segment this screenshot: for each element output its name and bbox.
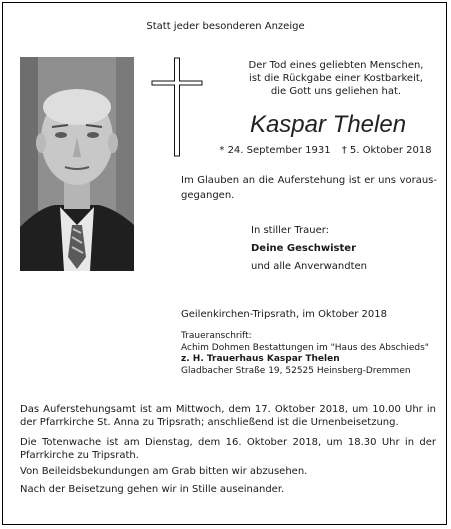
portrait-photo <box>20 57 134 271</box>
condolence-note: Von Beileidsbekundungen am Grab bitten wir abzusehen. <box>20 466 308 477</box>
quote-line: Der Tod eines geliebten Menschen, <box>248 60 424 71</box>
death-date: † 5. Oktober 2018 <box>341 145 432 156</box>
address-label: Traueranschrift: <box>181 331 252 341</box>
quote-line: die Gott uns geliehen hat. <box>270 86 402 97</box>
service-info-paragraph: Das Auferstehungsamt ist am Mittwoch, dem 17. Oktober 2018, um 10.00 Uhr in der Pfarrkirche St. Anna zu Tripsrath; anschließend ist die Urnenbeisetzung. <box>20 404 436 428</box>
mourning-family: Deine Geschwister <box>251 243 356 254</box>
belief-statement: Im Glauben an die Auferstehung ist er uns vorausgegangen. <box>181 175 437 201</box>
place-date: Geilenkirchen-Tripsrath, im Oktober 2018 <box>181 309 388 320</box>
mourning-others: und alle Anverwandten <box>251 261 367 272</box>
header-note: Statt jeder besonderen Anzeige <box>146 21 305 32</box>
address-line-3: Gladbacher Straße 19, 52525 Heinsberg-Dremmen <box>181 365 411 376</box>
closing-note: Nach der Beisetzung gehen wir in Stille auseinander. <box>20 484 285 495</box>
life-dates <box>203 145 448 156</box>
portrait-illustration <box>20 57 134 271</box>
vigil-info-paragraph: Die Totenwache ist am Dienstag, dem 16. Oktober 2018, um 18.30 Uhr in der Pfarrkirche zu Tripsrath. <box>20 437 436 461</box>
mourning-address <box>181 331 429 377</box>
quote-line: ist die Rückgabe einer Kostbarkeit, <box>249 73 423 84</box>
cross-icon <box>151 57 203 157</box>
address-line-2: z. H. Trauerhaus Kaspar Thelen <box>181 354 340 364</box>
address-line-1: Achim Dohmen Bestattungen im "Haus des Abschieds" <box>181 342 429 353</box>
birth-date: * 24. September 1931 <box>219 145 331 156</box>
memorial-quote <box>231 59 441 98</box>
deceased-name: Kaspar Thelen <box>249 111 407 138</box>
obituary-card <box>2 2 447 525</box>
mourning-intro: In stiller Trauer: <box>251 225 330 236</box>
